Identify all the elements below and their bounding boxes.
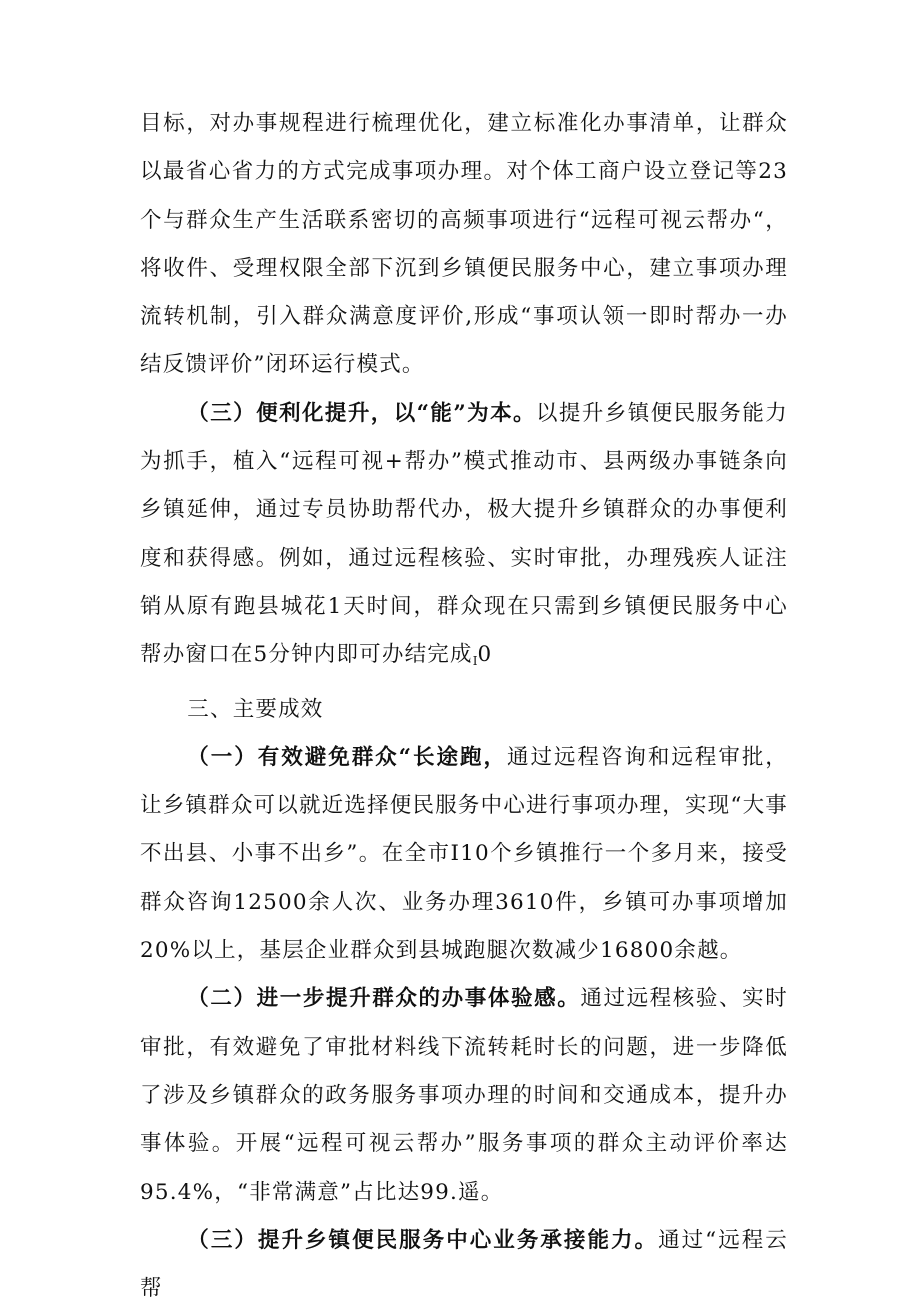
- paragraph-result-2: （二）进一步提升群众的办事体验感。通过远程核验、实时审批，有效避免了审批材料线下流转耗时长的问题，进一步降低了涉及乡镇群众的政务服务事项办理的时间和交通成本，提升办事体验。开展“远程可视云帮办”服务事项的群众主动评价率达95.4%，“非常满意”占比达99.遥。: [140, 986, 788, 1205]
- section-lead-result-1: （一）有效避免群众“长途跑，: [187, 744, 507, 770]
- section-heading-results: 三、主要成效: [187, 696, 324, 722]
- paragraph-result-3: （三）提升乡镇便民服务中心业务承接能力。通过“远程云帮: [140, 1227, 788, 1302]
- section-lead-convenience: （三）便利化提升，以“能”为本。: [187, 400, 536, 426]
- paragraph-convenience: （三）便利化提升，以“能”为本。以提升乡镇便民服务能力为抓手，植入“远程可视+帮办”模式推动市、县两级办事链条向乡镇延伸，通过专员协助帮代办，极大提升乡镇群众的办事便利度和获得感。例如，通过远程核验、实时审批，办理残疾人证注销从原有跑县城花1天时间，群众现在只需到乡镇便民服务中心帮办窗口在5分钟内即可办结完成$_I$0: [140, 400, 789, 669]
- stray-subscript: I: [472, 654, 478, 669]
- section-lead-result-2: （二）进一步提升群众的办事体验感。: [187, 986, 581, 1012]
- paragraph-result-1: （一）有效避免群众“长途跑，通过远程咨询和远程审批，让乡镇群众可以就近选择便民服务中心进行事项办理，实现“大事不出县、小事不出乡”。在全市I10个乡镇推行一个多月来，接受群众咨询12500余人次、业务办理3610件，乡镇可办事项增加20%以上，基层企业群众到县城跑腿次数减少16800余越。: [140, 744, 789, 964]
- paragraph-goal: 目标，对办事规程进行梳理优化，建立标准化办事清单，让群众以最省心省力的方式完成事项办理。对个体工商户设立登记等23个与群众生产生活联系密切的高频事项进行“远程可视云帮办“，将收件、受理权限全部下沉到乡镇便民服务中心，建立事项办理流转机制，引入群众满意度评价,形成“事项认领一即时帮办一办结反馈评价”闭环运行模式。: [140, 111, 788, 378]
- document-body: [140, 100, 788, 1313]
- section-lead-result-3: （三）提升乡镇便民服务中心业务承接能力。: [187, 1227, 659, 1253]
